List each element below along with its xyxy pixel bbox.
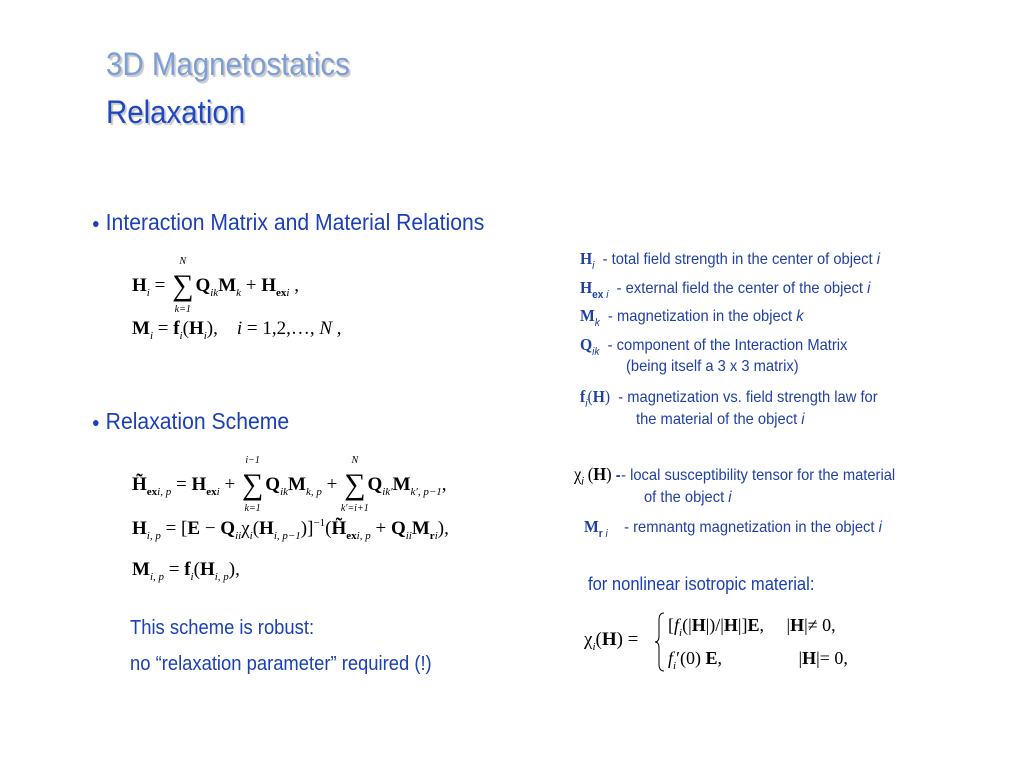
bullet-dot-icon: ● <box>92 414 100 430</box>
nonlinear-label: for nonlinear isotropic material: <box>588 574 815 594</box>
legend-item-H: $H_i$ - total field strength in the center of object i <box>580 249 881 272</box>
bullet-interaction-matrix <box>92 209 484 236</box>
legend-item-f: $f_i(H)$ - magnetization vs. field strength law for <box>580 387 878 410</box>
bullet-relaxation-scheme <box>92 408 289 435</box>
legend-item-chi: $\chi_i$ (H) - - local susceptibility tensor for the material <box>574 464 896 488</box>
slide-title-line2: Relaxation <box>106 94 246 130</box>
legend-item-chi-note: of the object i <box>644 489 732 506</box>
equation-field-sum: $H_i$ = ∑ N k=1 $Q_{ik}M_k + H_{exi}$ , <box>132 256 299 315</box>
legend-item-M: $M_k$ - magnetization in the object k <box>580 306 804 329</box>
robust-note-line1: This scheme is robust: <box>130 617 315 639</box>
bullet-interaction-label: Interaction Matrix and Material Relations <box>105 209 485 235</box>
legend-item-Mr: $M_r$ $_i$ - remnantg magnetization in the object i <box>584 517 882 540</box>
equation-chi-case1: $[f_i(|H|)/|H|]E$, |H|≠ 0, <box>668 615 836 639</box>
equation-chi-lhs: $\chi_i(H)$ = <box>584 629 639 653</box>
legend-item-Q-note: (being itself a 3 x 3 matrix) <box>626 358 799 375</box>
equation-material-law: $M_i = f_i(H_i)$, i = 1,2,…, N , <box>132 318 342 342</box>
equation-relax-field: $H_{i, p} = [E$ − $Q_{ii}\chi_i(H_{i, p-1})]^{-1}(H̃_{exi, p} + Q_{ii}M_{ri})$, <box>132 517 449 542</box>
robust-note-line2: no “relaxation parameter” required (!) <box>130 653 432 675</box>
slide-title-line1: 3D Magnetostatics <box>106 46 350 82</box>
equation-chi-case2: $f_i'(0)$ E, |H|= 0, <box>668 648 848 672</box>
piecewise-brace <box>655 612 665 672</box>
bullet-relaxation-label: Relaxation Scheme <box>105 408 290 434</box>
legend-item-Hex: $H_{ex}$ $_i$ - external field the center of the object i <box>580 278 871 301</box>
legend-item-Q: $Q_{ik}$ - component of the Interaction Matrix <box>580 335 848 358</box>
equation-relax-external: $H̃_{exi, p} = H_{exi}$ + ∑ i−1 k=1 $Q_{ik}M_{k, p}$ + ∑ N k′=i+1 $Q_{ik'}M_{k', p-1}$, <box>132 455 447 514</box>
equation-relax-magnetization: $M_{i, p} = f_i(H_{i, p})$, <box>132 559 240 583</box>
bullet-dot-icon: ● <box>92 215 100 231</box>
legend-item-f-note: the material of the object i <box>636 411 805 428</box>
